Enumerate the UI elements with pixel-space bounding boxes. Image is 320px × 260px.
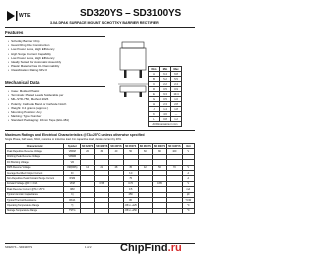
footer-page-number: 1 of 2: [85, 246, 92, 249]
ratings-cell: °C/W: [182, 197, 194, 202]
ratings-cell: mA: [182, 187, 194, 192]
dimension-cell: 10.4: [171, 92, 182, 97]
dimension-cell: 0.9: [171, 87, 182, 92]
ratings-row: [6, 208, 195, 213]
ratings-cell: VR(RMS): [64, 165, 81, 170]
feature-item: • Plastic Material has UL Flammability: [8, 64, 61, 68]
dimension-cell: 2.8: [171, 102, 182, 107]
mechanical-title: Mechanical Data: [5, 80, 40, 85]
dimension-cell: 6.4: [160, 72, 171, 77]
dimension-cell: —: [171, 112, 182, 117]
ratings-cell: IRM: [64, 187, 81, 192]
ratings-cell: 35: [123, 165, 138, 170]
ratings-cell: [81, 208, 95, 213]
ratings-header-cell: Unit: [182, 144, 194, 149]
dimension-cell: E: [149, 92, 160, 97]
ratings-cell: IFSM: [64, 176, 81, 181]
ratings-cell: 75: [123, 176, 138, 181]
features-list: [8, 39, 61, 73]
dimension-cell: A: [149, 72, 160, 77]
dimension-cell: 1.0: [171, 97, 182, 102]
ratings-header-cell: SD 360YS: [139, 144, 151, 148]
features-title: Features: [5, 30, 24, 35]
ratings-cell: 28: [109, 165, 123, 170]
ratings-cell: RθJA: [64, 197, 81, 202]
dimension-cell: 5.5: [171, 77, 182, 82]
ratings-cell: [95, 208, 109, 213]
ratings-cell: 0.55: [95, 181, 109, 186]
ratings-header-cell: SD 340YS: [110, 144, 122, 148]
ratings-cell: 100: [167, 149, 183, 154]
ratings-cell: V: [182, 165, 194, 170]
ratings-cell: Typical Junction Capacitance: [6, 192, 64, 197]
mechanical-item: • MIL-STD-750, Method 2026: [8, 97, 69, 101]
ratings-cell: [167, 208, 183, 213]
ratings-header-cell: SD 3100YS: [168, 144, 181, 148]
ratings-header-cell: SD 330YS: [96, 144, 108, 148]
feature-item: • Classification Rating 94V-0: [8, 68, 61, 72]
mechanical-item: • Marking: Type Number: [8, 114, 69, 118]
watermark-text: ChipFind: [120, 242, 168, 254]
dimension-cell: H: [149, 102, 160, 107]
dimensions-table: [148, 66, 182, 127]
ratings-cell: 3.0: [123, 170, 138, 175]
dimension-cell: 1.2: [171, 117, 182, 122]
ratings-cell: Storage Temperature Range: [6, 208, 64, 213]
ratings-cell: °C: [182, 208, 194, 213]
footer-part-number: SD320YS – SD3100YS: [5, 246, 33, 249]
ratings-cell: 0.5: [123, 187, 138, 192]
dimension-cell: C: [149, 82, 160, 87]
ratings-cell: pF: [182, 192, 194, 197]
ratings-cell: 50: [123, 149, 138, 154]
features-divider: [5, 36, 105, 37]
title-divider: [5, 27, 195, 28]
dimension-cell: 9.3: [160, 92, 171, 97]
dimension-cell: 1.8: [171, 107, 182, 112]
dimension-cell: G: [149, 97, 160, 102]
dimension-cell: 0.5: [160, 87, 171, 92]
dimension-cell: 4.6: [160, 112, 171, 117]
ratings-note: Single Phase, half wave, 60Hz, resistive or inductive load. For capacitive load, derate current by 20%.: [5, 138, 122, 141]
ratings-header-cell: SD 350YS: [125, 144, 137, 148]
dimension-cell: B: [149, 77, 160, 82]
dimension-cell: 0.8: [160, 117, 171, 122]
dimension-row: [149, 122, 182, 127]
ratings-cell: TSTG: [64, 208, 81, 213]
mechanical-list: [8, 89, 69, 123]
dimension-cell: 1.4: [160, 107, 171, 112]
ratings-cell: 250: [123, 192, 138, 197]
dimension-cell: 2.3: [160, 102, 171, 107]
ratings-cell: 56: [152, 165, 166, 170]
feature-item: • Ideally Suited for Automatic Assembly: [8, 60, 61, 64]
ratings-cell: Forward Voltage @IF = 3.0A: [6, 181, 64, 186]
ratings-cell: 30: [95, 149, 109, 154]
ratings-cell: -65 to +125: [124, 203, 137, 207]
mechanical-item: • Weight: 0.4 grams (approx.): [8, 106, 69, 110]
ratings-cell: 0.85: [152, 181, 166, 186]
mechanical-item: • Mounting Position: Any: [8, 110, 69, 114]
ratings-cell: IO: [64, 170, 81, 175]
ratings-cell: -65 to +150: [124, 209, 137, 213]
dimension-cell: L: [149, 117, 160, 122]
dimension-cell: Dim: [149, 67, 160, 72]
ratings-cell: 42: [138, 165, 152, 170]
dimension-cell: 2.2: [160, 82, 171, 87]
ratings-cell: VFM: [64, 181, 81, 186]
dimension-cell: Max: [171, 67, 182, 72]
page-title: SD320YS – SD3100YS: [80, 8, 181, 19]
ratings-cell: 21: [95, 165, 109, 170]
mechanical-item: • Standard Packaging: 16mm Tape (EIA-481): [8, 118, 69, 122]
ratings-cell: 60: [138, 149, 152, 154]
ratings-cell: Working Peak Reverse Voltage: [6, 154, 64, 159]
ratings-cell: 40: [109, 149, 123, 154]
mechanical-item: • Terminals: Plated Leads Solderable per: [8, 93, 69, 97]
ratings-cell: [138, 208, 152, 213]
feature-item: • Low Power Loss, High Efficiency: [8, 56, 61, 60]
ratings-cell: [109, 208, 123, 213]
feature-item: • Low Power Loss, High Efficiency: [8, 47, 61, 51]
ratings-cell: Operating Temperature Range: [6, 203, 64, 208]
dimension-cell: 2.4: [171, 82, 182, 87]
ratings-cell: DC Blocking Voltage: [6, 160, 64, 165]
ratings-header-cell: Characteristic: [6, 144, 64, 149]
dimension-cell: J: [149, 107, 160, 112]
feature-item: • Schottky Barrier Chip: [8, 39, 61, 43]
logo-text: WTE: [19, 13, 31, 19]
ratings-cell: Cj: [64, 192, 81, 197]
dimension-note: All Dimensions in mm: [149, 122, 182, 127]
dimension-cell: 6.8: [171, 72, 182, 77]
watermark-suffix: .ru: [167, 242, 182, 254]
ratings-cell: 70: [167, 165, 183, 170]
ratings-cell: A: [182, 176, 194, 181]
ratings-cell: VR: [64, 160, 81, 165]
ratings-cell: 20: [81, 149, 95, 154]
ratings-table: [5, 143, 195, 214]
ratings-cell: VRWM: [64, 154, 81, 159]
wte-logo: [6, 10, 42, 24]
mechanical-divider: [5, 86, 105, 87]
ratings-cell: Non-Repetitive Peak Forward Surge Current: [6, 176, 64, 181]
ratings-cell: Peak Reverse Current @TA = 25°C: [6, 187, 64, 192]
ratings-cell: V: [182, 149, 194, 154]
dpak-package-icon: [118, 40, 148, 100]
logo-mark-icon: [6, 10, 20, 22]
ratings-cell: Average Rectified Output Current: [6, 170, 64, 175]
ratings-cell: [152, 208, 166, 213]
ratings-cell: 0.70: [123, 181, 138, 186]
ratings-cell: V: [182, 181, 194, 186]
mechanical-item: • Polarity: Cathode Band or Cathode Notch: [8, 102, 69, 106]
ratings-cell: A: [182, 170, 194, 175]
chipfind-watermark: [120, 242, 182, 254]
ratings-cell: VRRM: [64, 149, 81, 154]
dimension-cell: 0.5: [160, 97, 171, 102]
ratings-cell: Typical Thermal Resistance: [6, 197, 64, 202]
feature-item: • Guard Ring Die Construction: [8, 43, 61, 47]
package-outline-drawing: [118, 40, 148, 105]
ratings-header-cell: SD 320YS: [82, 144, 94, 148]
ratings-title: Maximum Ratings and Electrical Characteristics @TA=25°C unless otherwise specified: [5, 133, 145, 137]
ratings-cell: 80: [152, 149, 166, 154]
dimension-cell: K: [149, 112, 160, 117]
page-subtitle: 3.0A DPAK SURFACE MOUNT SCHOTTKY BARRIER RECTIFIER: [50, 21, 159, 25]
ratings-header-cell: SD 380YS: [153, 144, 166, 148]
ratings-cell: RMS Reverse Voltage: [6, 165, 64, 170]
ratings-header-cell: Symbol: [64, 144, 81, 149]
ratings-divider: [5, 130, 195, 131]
dimension-cell: 5.2: [160, 77, 171, 82]
ratings-cell: 80: [123, 197, 138, 202]
feature-item: • High Surge Current Capability: [8, 52, 61, 56]
ratings-cell: Tj: [64, 203, 81, 208]
ratings-cell: °C: [182, 203, 194, 208]
ratings-cell: Peak Repetitive Reverse Voltage: [6, 149, 64, 154]
mechanical-item: • Case: Molded Plastic: [8, 89, 69, 93]
dimension-cell: D: [149, 87, 160, 92]
dimension-cell: Min: [160, 67, 171, 72]
ratings-cell: 14: [81, 165, 95, 170]
